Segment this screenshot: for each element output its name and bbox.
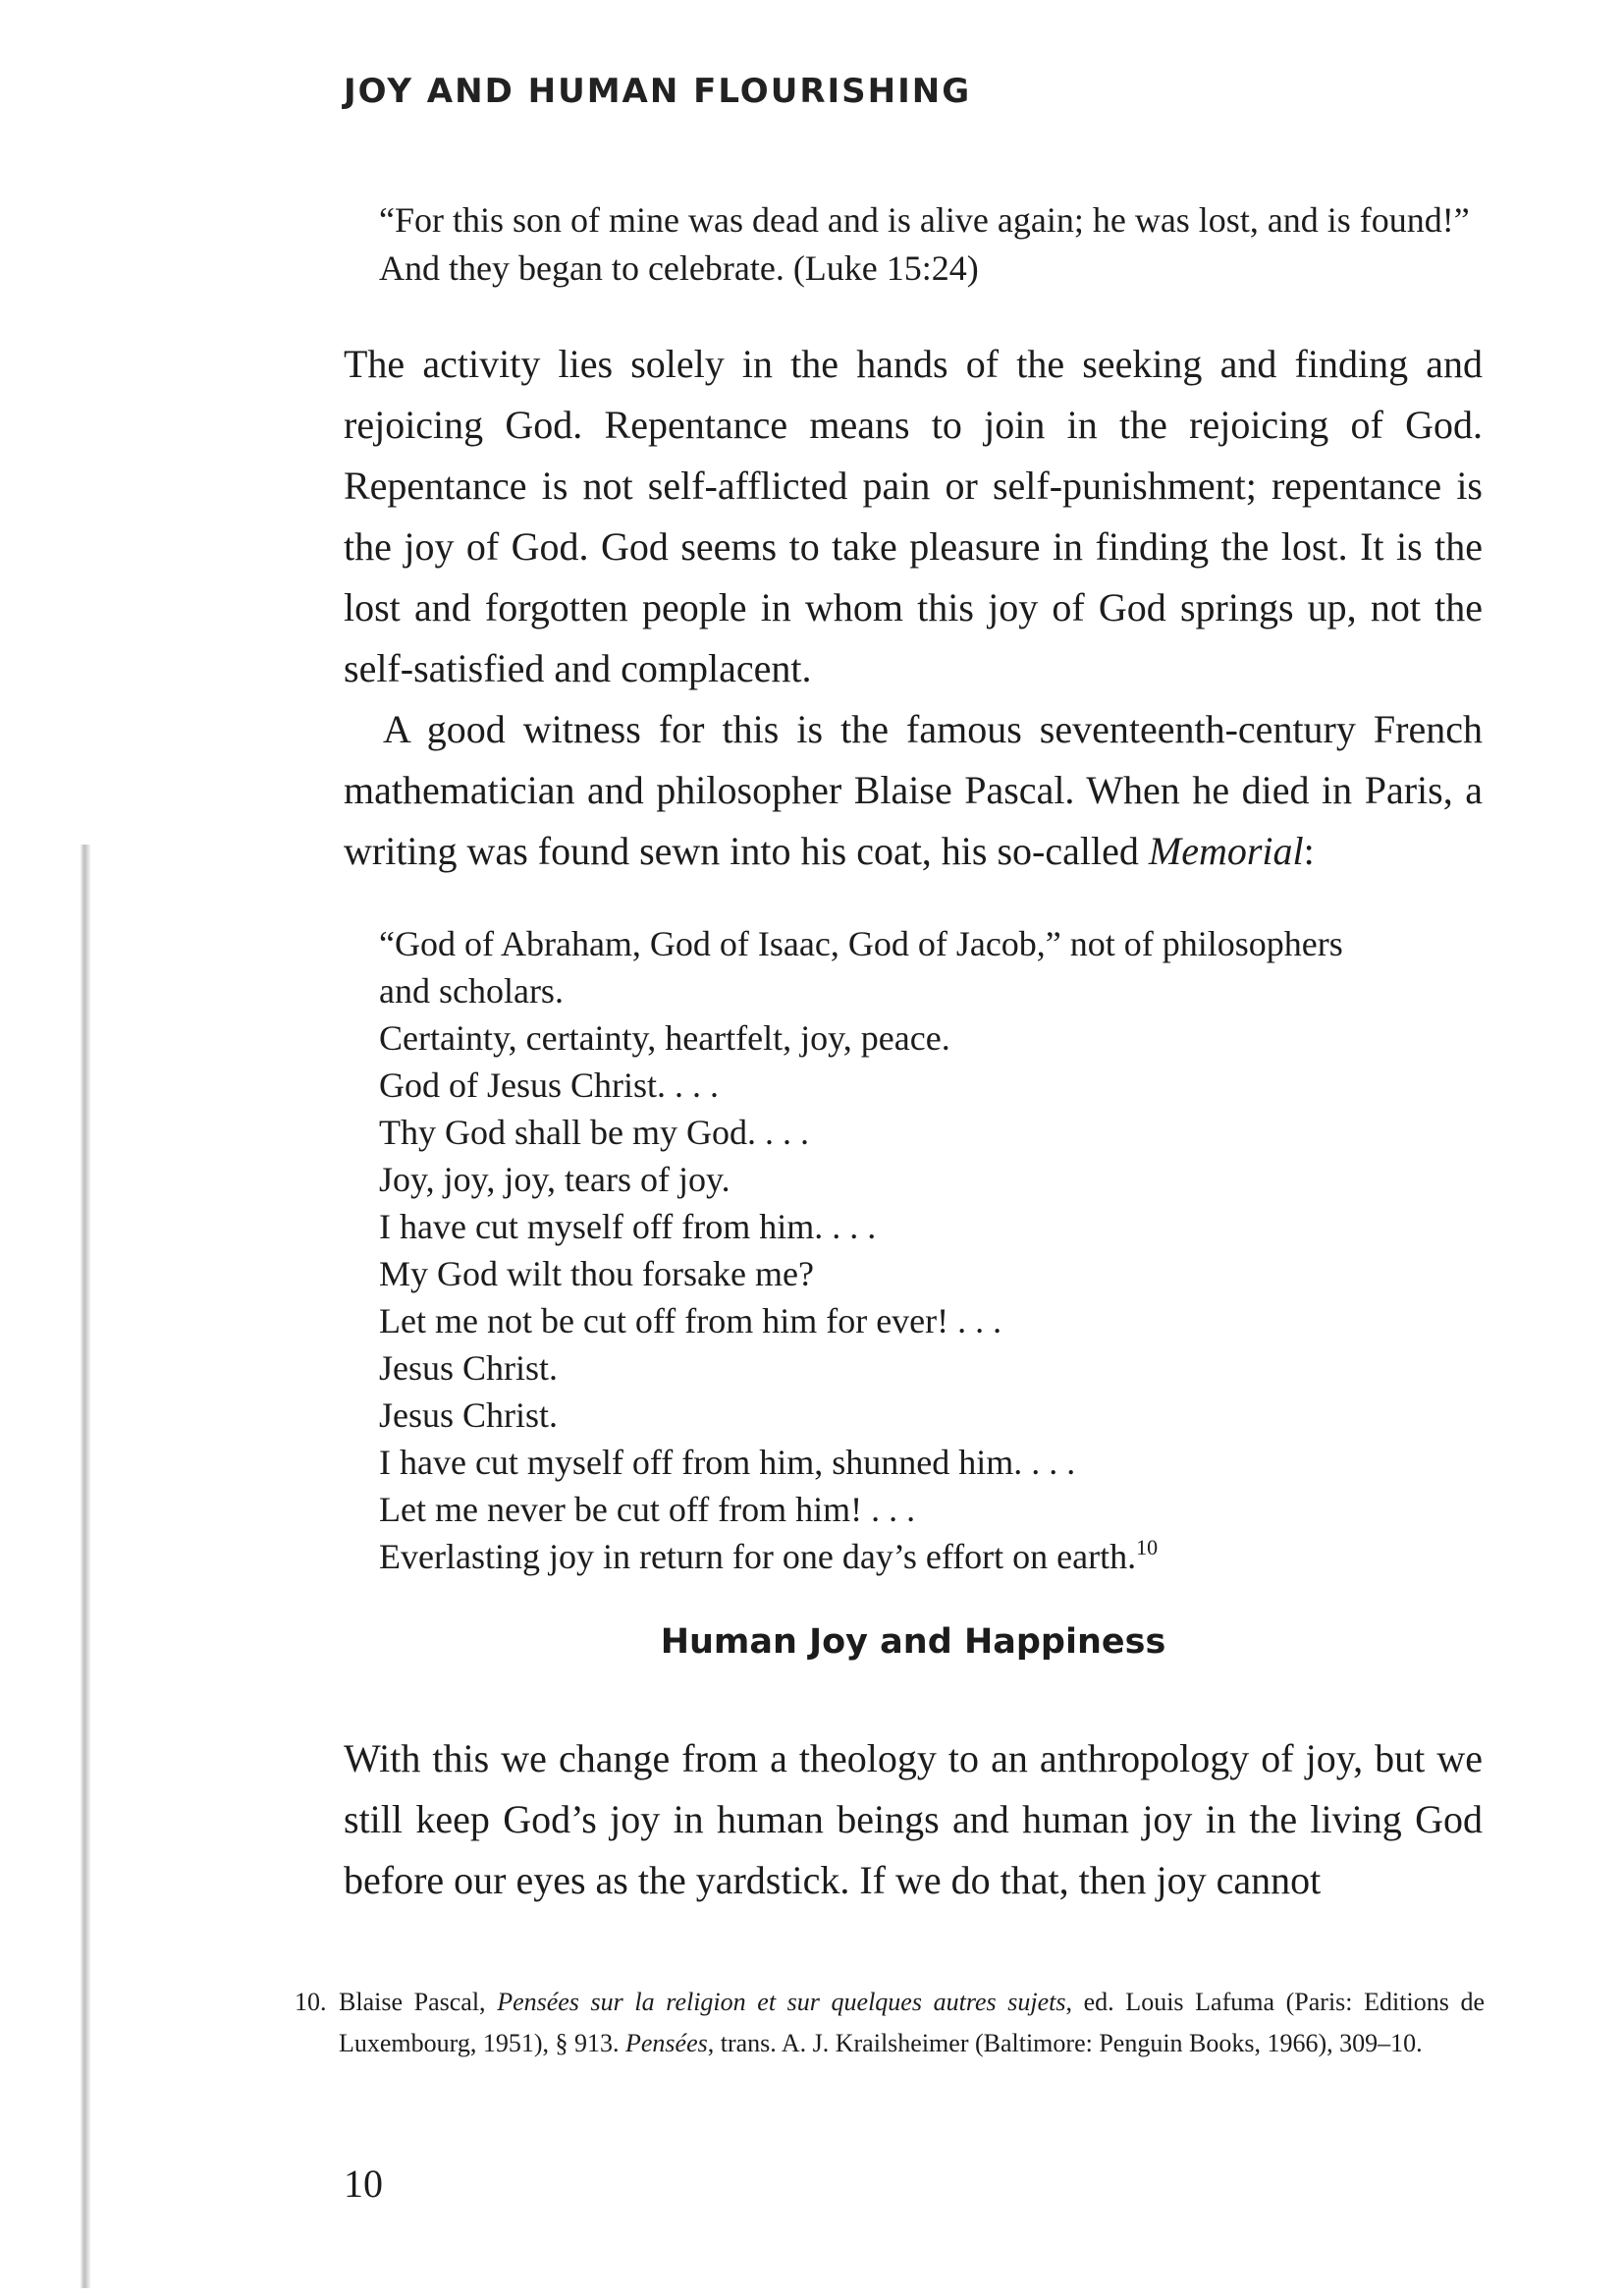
page-number: 10 bbox=[344, 2161, 383, 2206]
scripture-extract: “For this son of mine was dead and is alive again; he was lost, and is found!” And they began to celebrate. (Luke 15:24) bbox=[379, 200, 1470, 288]
memorial-line: Let me not be cut off from him for ever! . . . bbox=[379, 1301, 1002, 1340]
paragraph-1: The activity lies solely in the hands of the seeking and finding and rejoicing God. Repentance means to join in the rejoicing of God. Repentance is not self-afflicted pain or self-punishment; repentance is the joy of God. God seems to take pleasure in finding the lost. It is the lost and forgotten people in whom this joy of God springs up, not the self-satisfied and complacent. bbox=[344, 342, 1483, 690]
memorial-line: “God of Abraham, God of Isaac, God of Jacob,” not of philosophers bbox=[379, 924, 1343, 963]
footnote-author: Blaise Pascal, bbox=[339, 1988, 498, 2016]
footnote-number: 10. bbox=[295, 1988, 327, 2016]
running-head: JOY AND HUMAN FLOURISHING bbox=[344, 72, 972, 111]
memorial-line: I have cut myself off from him, shunned him. . . . bbox=[379, 1443, 1076, 1482]
scan-gutter-shadow bbox=[81, 845, 90, 2288]
body-section-2 bbox=[344, 1728, 1483, 1911]
paragraph-3: With this we change from a theology to an anthropology of joy, but we still keep God’s joy in human beings and human joy in the living God before our eyes as the yardstick. If we do that, then joy cannot bbox=[344, 1736, 1483, 1902]
memorial-line: and scholars. bbox=[379, 971, 564, 1011]
paragraph-2-text: A good witness for this is the famous seventeenth-century French mathematician and philosopher Blaise Pascal. When he died in Paris, a writing was found sewn into his coat, his so-called bbox=[344, 707, 1483, 873]
memorial-line-last bbox=[379, 1533, 1459, 1580]
memorial-line: Joy, joy, joy, tears of joy. bbox=[379, 1160, 730, 1199]
paragraph-2 bbox=[344, 699, 1483, 882]
paragraph-2-end: : bbox=[1303, 829, 1315, 873]
section-heading: Human Joy and Happiness bbox=[660, 1622, 1166, 1662]
memorial-line: I have cut myself off from him. . . . bbox=[379, 1207, 877, 1246]
memorial-line: God of Jesus Christ. . . . bbox=[379, 1066, 720, 1105]
memorial-line: My God wilt thou forsake me? bbox=[379, 1254, 814, 1293]
footnote-end: , trans. A. J. Krailsheimer (Baltimore: Penguin Books, 1966), 309–10. bbox=[707, 2029, 1423, 2057]
memorial-title: Memorial bbox=[1148, 829, 1304, 873]
memorial-line-text: Everlasting joy in return for one day’s effort on earth. bbox=[379, 1537, 1137, 1576]
memorial-extract bbox=[379, 920, 1459, 1580]
footnote-text bbox=[339, 1982, 1485, 2064]
footnote-title-2: Pensées bbox=[625, 2029, 708, 2057]
footnote-10 bbox=[295, 1982, 1485, 2064]
memorial-line: Jesus Christ. bbox=[379, 1395, 559, 1435]
footnote-title-1: Pensées sur la religion et sur quelques autres sujets bbox=[497, 1988, 1066, 2016]
footnote-reference[interactable]: 10 bbox=[1136, 1535, 1159, 1559]
body-section-1 bbox=[344, 334, 1483, 882]
memorial-line: Thy God shall be my God. . . . bbox=[379, 1113, 809, 1152]
memorial-line: Jesus Christ. bbox=[379, 1348, 559, 1388]
memorial-line: Let me never be cut off from him! . . . bbox=[379, 1490, 916, 1529]
footnote-middle: , ed. Louis Lafuma (Paris: Editions de Luxembourg, 1951), § 913. bbox=[339, 1988, 1485, 2057]
memorial-line: Certainty, certainty, heartfelt, joy, peace. bbox=[379, 1018, 950, 1058]
